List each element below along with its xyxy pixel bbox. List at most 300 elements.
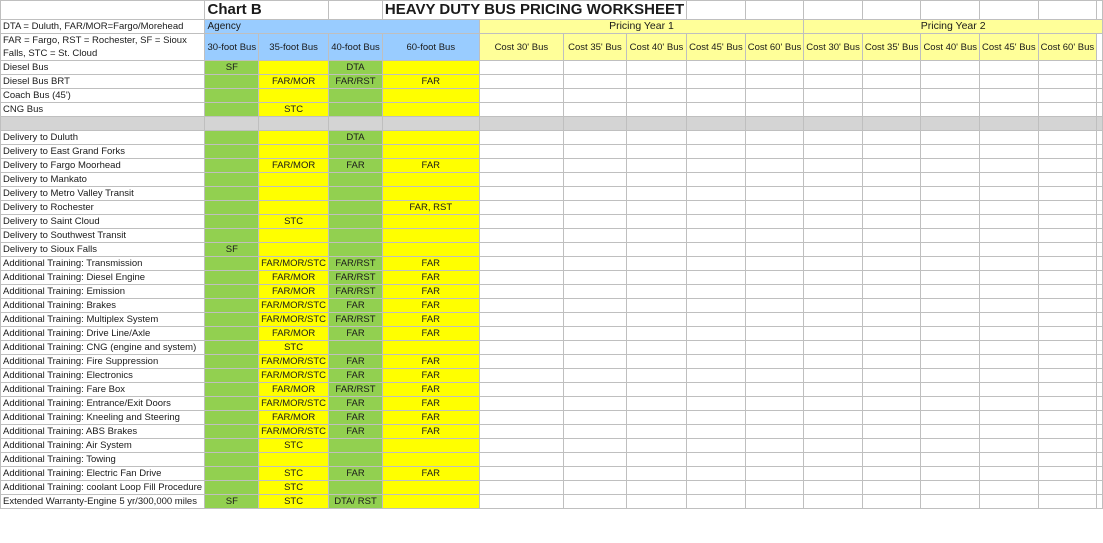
cost-cell[interactable]: [564, 103, 627, 117]
agency-30-foot-cell[interactable]: SF: [205, 243, 259, 257]
cost-cell[interactable]: [921, 467, 980, 481]
col-header-y1-cost-60[interactable]: Cost 60' Bus: [745, 34, 804, 61]
cost-cell[interactable]: [687, 453, 746, 467]
cost-cell[interactable]: [626, 271, 686, 285]
row-label[interactable]: Delivery to Metro Valley Transit: [1, 187, 205, 201]
cost-cell[interactable]: [862, 257, 921, 271]
cost-cell[interactable]: [980, 327, 1039, 341]
agency-60-foot-cell[interactable]: FAR: [382, 285, 479, 299]
cost-cell[interactable]: [745, 131, 804, 145]
agency-60-foot-cell[interactable]: [382, 187, 479, 201]
cost-cell[interactable]: [804, 467, 863, 481]
cost-cell[interactable]: [921, 397, 980, 411]
cost-cell[interactable]: [626, 75, 686, 89]
agency-35-foot-cell[interactable]: [259, 61, 329, 75]
cell[interactable]: [1097, 1, 1103, 20]
agency-60-foot-cell[interactable]: [382, 481, 479, 495]
cost-cell[interactable]: [862, 495, 921, 509]
cost-cell[interactable]: [980, 243, 1039, 257]
agency-60-foot-cell[interactable]: [382, 215, 479, 229]
cost-cell[interactable]: [564, 89, 627, 103]
cost-cell[interactable]: [921, 159, 980, 173]
separator-cell[interactable]: [329, 117, 383, 131]
cost-cell[interactable]: [745, 369, 804, 383]
cost-cell[interactable]: [980, 425, 1039, 439]
row-label[interactable]: Extended Warranty-Engine 5 yr/300,000 miles: [1, 495, 205, 509]
cost-cell[interactable]: [687, 173, 746, 187]
cost-cell[interactable]: [745, 271, 804, 285]
cost-cell[interactable]: [479, 243, 563, 257]
agency-40-foot-cell[interactable]: FAR: [329, 467, 383, 481]
row-label[interactable]: CNG Bus: [1, 103, 205, 117]
row-label[interactable]: Additional Training: ABS Brakes: [1, 425, 205, 439]
cost-cell[interactable]: [687, 201, 746, 215]
cost-cell[interactable]: [804, 201, 863, 215]
cost-cell[interactable]: [980, 173, 1039, 187]
cost-cell[interactable]: [980, 89, 1039, 103]
cost-cell[interactable]: [626, 201, 686, 215]
agency-35-foot-cell[interactable]: [259, 229, 329, 243]
cost-cell[interactable]: [687, 411, 746, 425]
agency-40-foot-cell[interactable]: DTA: [329, 131, 383, 145]
cost-cell[interactable]: [921, 187, 980, 201]
cost-cell[interactable]: [745, 173, 804, 187]
cost-cell[interactable]: [980, 159, 1039, 173]
agency-30-foot-cell[interactable]: SF: [205, 495, 259, 509]
agency-40-foot-cell[interactable]: [329, 201, 383, 215]
row-label[interactable]: Additional Training: Drive Line/Axle: [1, 327, 205, 341]
cost-cell[interactable]: [1038, 159, 1097, 173]
cost-cell[interactable]: [804, 103, 863, 117]
agency-40-foot-cell[interactable]: FAR/RST: [329, 257, 383, 271]
cost-cell[interactable]: [921, 481, 980, 495]
agency-35-foot-cell[interactable]: FAR/MOR: [259, 271, 329, 285]
cost-cell[interactable]: [862, 61, 921, 75]
cost-cell[interactable]: [1097, 173, 1103, 187]
cost-cell[interactable]: [804, 89, 863, 103]
cost-cell[interactable]: [626, 411, 686, 425]
cost-cell[interactable]: [804, 299, 863, 313]
cost-cell[interactable]: [862, 173, 921, 187]
col-header-y2-cost-60[interactable]: Cost 60' Bus: [1038, 34, 1097, 61]
cost-cell[interactable]: [626, 355, 686, 369]
cost-cell[interactable]: [1038, 201, 1097, 215]
agency-30-foot-cell[interactable]: [205, 257, 259, 271]
agency-35-foot-cell[interactable]: FAR/MOR: [259, 411, 329, 425]
cost-cell[interactable]: [479, 145, 563, 159]
cost-cell[interactable]: [1038, 439, 1097, 453]
cost-cell[interactable]: [479, 131, 563, 145]
cost-cell[interactable]: [745, 313, 804, 327]
cost-cell[interactable]: [980, 453, 1039, 467]
cost-cell[interactable]: [564, 285, 627, 299]
cell[interactable]: [687, 1, 746, 20]
cost-cell[interactable]: [479, 229, 563, 243]
cost-cell[interactable]: [745, 285, 804, 299]
row-label[interactable]: Delivery to Fargo Moorhead: [1, 159, 205, 173]
separator-cell[interactable]: [980, 117, 1039, 131]
cost-cell[interactable]: [564, 453, 627, 467]
agency-30-foot-cell[interactable]: [205, 201, 259, 215]
col-header-35-foot[interactable]: 35-foot Bus: [259, 34, 329, 61]
row-label[interactable]: Diesel Bus BRT: [1, 75, 205, 89]
agency-40-foot-cell[interactable]: FAR/RST: [329, 383, 383, 397]
cost-cell[interactable]: [626, 243, 686, 257]
separator-cell[interactable]: [921, 117, 980, 131]
sheet-title-cell[interactable]: [382, 1, 686, 20]
cost-cell[interactable]: [921, 201, 980, 215]
cost-cell[interactable]: [564, 187, 627, 201]
cost-cell[interactable]: [1038, 145, 1097, 159]
cost-cell[interactable]: [1038, 425, 1097, 439]
cost-cell[interactable]: [921, 229, 980, 243]
cost-cell[interactable]: [980, 145, 1039, 159]
cost-cell[interactable]: [921, 75, 980, 89]
cost-cell[interactable]: [687, 257, 746, 271]
cost-cell[interactable]: [1038, 75, 1097, 89]
cost-cell[interactable]: [1097, 383, 1103, 397]
row-label[interactable]: Additional Training: Air System: [1, 439, 205, 453]
row-label[interactable]: Delivery to East Grand Forks: [1, 145, 205, 159]
cost-cell[interactable]: [921, 383, 980, 397]
legend-line-2[interactable]: FAR = Fargo, RST = Rochester, SF = Sioux Falls, STC = St. Cloud: [1, 34, 205, 61]
cost-cell[interactable]: [1038, 243, 1097, 257]
cost-cell[interactable]: [862, 369, 921, 383]
agency-35-foot-cell[interactable]: FAR/MOR/STC: [259, 299, 329, 313]
cost-cell[interactable]: [687, 355, 746, 369]
cost-cell[interactable]: [626, 173, 686, 187]
row-label[interactable]: Additional Training: Kneeling and Steering: [1, 411, 205, 425]
cost-cell[interactable]: [1038, 61, 1097, 75]
agency-60-foot-cell[interactable]: [382, 341, 479, 355]
agency-35-foot-cell[interactable]: STC: [259, 103, 329, 117]
cost-cell[interactable]: [921, 355, 980, 369]
cost-cell[interactable]: [564, 355, 627, 369]
cost-cell[interactable]: [564, 327, 627, 341]
agency-40-foot-cell[interactable]: FAR/RST: [329, 285, 383, 299]
cost-cell[interactable]: [804, 341, 863, 355]
cost-cell[interactable]: [479, 159, 563, 173]
cost-cell[interactable]: [1038, 369, 1097, 383]
cost-cell[interactable]: [479, 187, 563, 201]
cost-cell[interactable]: [1038, 355, 1097, 369]
agency-35-foot-cell[interactable]: STC: [259, 215, 329, 229]
agency-60-foot-cell[interactable]: [382, 439, 479, 453]
agency-60-foot-cell[interactable]: [382, 243, 479, 257]
cost-cell[interactable]: [862, 89, 921, 103]
agency-40-foot-cell[interactable]: DTA/ RST: [329, 495, 383, 509]
cost-cell[interactable]: [745, 159, 804, 173]
cell[interactable]: [1, 1, 205, 20]
row-label[interactable]: Additional Training: Transmission: [1, 257, 205, 271]
cost-cell[interactable]: [1097, 495, 1103, 509]
chart-label-cell[interactable]: [205, 1, 329, 20]
agency-30-foot-cell[interactable]: [205, 313, 259, 327]
cost-cell[interactable]: [687, 495, 746, 509]
agency-60-foot-cell[interactable]: FAR: [382, 425, 479, 439]
agency-35-foot-cell[interactable]: FAR/MOR/STC: [259, 369, 329, 383]
cost-cell[interactable]: [745, 453, 804, 467]
cost-cell[interactable]: [687, 313, 746, 327]
cost-cell[interactable]: [1097, 299, 1103, 313]
agency-60-foot-cell[interactable]: [382, 229, 479, 243]
cost-cell[interactable]: [687, 159, 746, 173]
cost-cell[interactable]: [687, 481, 746, 495]
cost-cell[interactable]: [564, 75, 627, 89]
agency-60-foot-cell[interactable]: FAR: [382, 327, 479, 341]
agency-60-foot-cell[interactable]: [382, 145, 479, 159]
col-header-30-foot[interactable]: 30-foot Bus: [205, 34, 259, 61]
agency-60-foot-cell[interactable]: FAR: [382, 369, 479, 383]
cell[interactable]: [804, 1, 863, 20]
cost-cell[interactable]: [804, 257, 863, 271]
cost-cell[interactable]: [479, 369, 563, 383]
cost-cell[interactable]: [980, 383, 1039, 397]
cost-cell[interactable]: [1097, 481, 1103, 495]
cost-cell[interactable]: [687, 243, 746, 257]
cost-cell[interactable]: [862, 481, 921, 495]
cost-cell[interactable]: [687, 327, 746, 341]
cost-cell[interactable]: [1097, 229, 1103, 243]
cost-cell[interactable]: [564, 481, 627, 495]
cost-cell[interactable]: [687, 61, 746, 75]
cost-cell[interactable]: [626, 215, 686, 229]
row-label[interactable]: Additional Training: Fare Box: [1, 383, 205, 397]
cost-cell[interactable]: [921, 299, 980, 313]
cost-cell[interactable]: [862, 327, 921, 341]
cost-cell[interactable]: [626, 369, 686, 383]
cost-cell[interactable]: [921, 145, 980, 159]
cost-cell[interactable]: [1097, 397, 1103, 411]
cost-cell[interactable]: [921, 131, 980, 145]
cost-cell[interactable]: [687, 341, 746, 355]
agency-35-foot-cell[interactable]: [259, 131, 329, 145]
row-label[interactable]: Additional Training: Multiplex System: [1, 313, 205, 327]
cost-cell[interactable]: [980, 201, 1039, 215]
row-label[interactable]: Delivery to Southwest Transit: [1, 229, 205, 243]
agency-35-foot-cell[interactable]: [259, 173, 329, 187]
cost-cell[interactable]: [921, 285, 980, 299]
agency-60-foot-cell[interactable]: [382, 173, 479, 187]
cost-cell[interactable]: [1038, 229, 1097, 243]
cost-cell[interactable]: [1038, 383, 1097, 397]
cost-cell[interactable]: [921, 103, 980, 117]
cost-cell[interactable]: [626, 159, 686, 173]
cost-cell[interactable]: [626, 327, 686, 341]
cost-cell[interactable]: [921, 453, 980, 467]
cost-cell[interactable]: [862, 243, 921, 257]
cost-cell[interactable]: [804, 369, 863, 383]
cost-cell[interactable]: [980, 187, 1039, 201]
separator-cell[interactable]: [687, 117, 746, 131]
cost-cell[interactable]: [921, 173, 980, 187]
agency-30-foot-cell[interactable]: [205, 173, 259, 187]
cost-cell[interactable]: [1097, 453, 1103, 467]
cost-cell[interactable]: [626, 425, 686, 439]
agency-30-foot-cell[interactable]: [205, 215, 259, 229]
cost-cell[interactable]: [921, 243, 980, 257]
agency-40-foot-cell[interactable]: [329, 187, 383, 201]
separator-cell[interactable]: [862, 117, 921, 131]
agency-35-foot-cell[interactable]: FAR/MOR: [259, 159, 329, 173]
agency-30-foot-cell[interactable]: [205, 355, 259, 369]
agency-40-foot-cell[interactable]: [329, 145, 383, 159]
agency-60-foot-cell[interactable]: FAR: [382, 383, 479, 397]
col-header-y1-cost-45[interactable]: Cost 45' Bus: [687, 34, 746, 61]
cost-cell[interactable]: [1097, 89, 1103, 103]
col-header-y1-cost-40[interactable]: Cost 40' Bus: [626, 34, 686, 61]
cost-cell[interactable]: [980, 75, 1039, 89]
row-label[interactable]: Additional Training: Electric Fan Drive: [1, 467, 205, 481]
cost-cell[interactable]: [862, 159, 921, 173]
cost-cell[interactable]: [479, 313, 563, 327]
cost-cell[interactable]: [479, 355, 563, 369]
cost-cell[interactable]: [980, 369, 1039, 383]
cost-cell[interactable]: [804, 285, 863, 299]
cost-cell[interactable]: [1038, 495, 1097, 509]
cost-cell[interactable]: [626, 439, 686, 453]
cost-cell[interactable]: [1097, 201, 1103, 215]
agency-40-foot-cell[interactable]: FAR: [329, 411, 383, 425]
cost-cell[interactable]: [564, 229, 627, 243]
agency-60-foot-cell[interactable]: [382, 103, 479, 117]
cost-cell[interactable]: [980, 397, 1039, 411]
agency-35-foot-cell[interactable]: STC: [259, 481, 329, 495]
cost-cell[interactable]: [1097, 145, 1103, 159]
row-label[interactable]: Diesel Bus: [1, 61, 205, 75]
separator-cell[interactable]: [804, 117, 863, 131]
agency-35-foot-cell[interactable]: FAR/MOR/STC: [259, 355, 329, 369]
agency-label[interactable]: Agency: [205, 20, 479, 34]
cost-cell[interactable]: [1097, 103, 1103, 117]
cost-cell[interactable]: [626, 495, 686, 509]
cost-cell[interactable]: [745, 495, 804, 509]
col-header-y2-cost-45[interactable]: Cost 45' Bus: [980, 34, 1039, 61]
cost-cell[interactable]: [921, 341, 980, 355]
cost-cell[interactable]: [862, 271, 921, 285]
cost-cell[interactable]: [1097, 327, 1103, 341]
agency-30-foot-cell[interactable]: [205, 229, 259, 243]
cost-cell[interactable]: [564, 425, 627, 439]
cell[interactable]: [862, 1, 921, 20]
agency-60-foot-cell[interactable]: [382, 495, 479, 509]
separator-cell[interactable]: [1038, 117, 1097, 131]
agency-35-foot-cell[interactable]: FAR/MOR/STC: [259, 397, 329, 411]
cost-cell[interactable]: [1038, 411, 1097, 425]
cost-cell[interactable]: [479, 411, 563, 425]
cost-cell[interactable]: [687, 383, 746, 397]
cost-cell[interactable]: [687, 229, 746, 243]
cost-cell[interactable]: [804, 173, 863, 187]
agency-40-foot-cell[interactable]: [329, 103, 383, 117]
cost-cell[interactable]: [1097, 285, 1103, 299]
row-label[interactable]: Additional Training: Electronics: [1, 369, 205, 383]
agency-60-foot-cell[interactable]: FAR: [382, 313, 479, 327]
cost-cell[interactable]: [804, 215, 863, 229]
cost-cell[interactable]: [921, 495, 980, 509]
cost-cell[interactable]: [564, 411, 627, 425]
cost-cell[interactable]: [1097, 467, 1103, 481]
cost-cell[interactable]: [862, 313, 921, 327]
cost-cell[interactable]: [862, 75, 921, 89]
cost-cell[interactable]: [921, 425, 980, 439]
agency-60-foot-cell[interactable]: FAR: [382, 467, 479, 481]
agency-40-foot-cell[interactable]: FAR: [329, 327, 383, 341]
cost-cell[interactable]: [862, 215, 921, 229]
agency-60-foot-cell[interactable]: FAR: [382, 411, 479, 425]
cost-cell[interactable]: [862, 229, 921, 243]
cost-cell[interactable]: [862, 383, 921, 397]
cost-cell[interactable]: [479, 467, 563, 481]
cost-cell[interactable]: [1038, 131, 1097, 145]
agency-40-foot-cell[interactable]: FAR: [329, 299, 383, 313]
cost-cell[interactable]: [921, 89, 980, 103]
agency-30-foot-cell[interactable]: [205, 75, 259, 89]
row-label[interactable]: Delivery to Saint Cloud: [1, 215, 205, 229]
agency-30-foot-cell[interactable]: [205, 327, 259, 341]
cost-cell[interactable]: [479, 271, 563, 285]
separator-cell[interactable]: [564, 117, 627, 131]
cost-cell[interactable]: [479, 103, 563, 117]
agency-30-foot-cell[interactable]: [205, 89, 259, 103]
agency-60-foot-cell[interactable]: FAR: [382, 257, 479, 271]
cost-cell[interactable]: [804, 131, 863, 145]
cost-cell[interactable]: [921, 439, 980, 453]
agency-40-foot-cell[interactable]: FAR: [329, 355, 383, 369]
cost-cell[interactable]: [1038, 397, 1097, 411]
cost-cell[interactable]: [980, 313, 1039, 327]
agency-35-foot-cell[interactable]: FAR/MOR: [259, 383, 329, 397]
agency-60-foot-cell[interactable]: [382, 131, 479, 145]
cost-cell[interactable]: [626, 453, 686, 467]
agency-40-foot-cell[interactable]: FAR: [329, 425, 383, 439]
cost-cell[interactable]: [479, 201, 563, 215]
cost-cell[interactable]: [1097, 257, 1103, 271]
cost-cell[interactable]: [804, 397, 863, 411]
agency-30-foot-cell[interactable]: [205, 397, 259, 411]
cost-cell[interactable]: [626, 299, 686, 313]
cost-cell[interactable]: [564, 467, 627, 481]
cost-cell[interactable]: [804, 145, 863, 159]
agency-40-foot-cell[interactable]: [329, 481, 383, 495]
pricing-year-1-label[interactable]: Pricing Year 1: [479, 20, 804, 34]
separator-cell[interactable]: [259, 117, 329, 131]
cost-cell[interactable]: [1097, 411, 1103, 425]
cost-cell[interactable]: [687, 103, 746, 117]
cost-cell[interactable]: [804, 243, 863, 257]
cell[interactable]: [1097, 34, 1103, 61]
col-header-y1-cost-30[interactable]: Cost 30' Bus: [479, 34, 563, 61]
cost-cell[interactable]: [804, 495, 863, 509]
cost-cell[interactable]: [921, 313, 980, 327]
row-label[interactable]: Additional Training: Entrance/Exit Doors: [1, 397, 205, 411]
cost-cell[interactable]: [804, 411, 863, 425]
cost-cell[interactable]: [1097, 187, 1103, 201]
cost-cell[interactable]: [980, 481, 1039, 495]
cost-cell[interactable]: [862, 355, 921, 369]
agency-40-foot-cell[interactable]: DTA: [329, 61, 383, 75]
cost-cell[interactable]: [980, 285, 1039, 299]
cost-cell[interactable]: [1038, 481, 1097, 495]
row-label[interactable]: Delivery to Mankato: [1, 173, 205, 187]
cost-cell[interactable]: [1038, 327, 1097, 341]
cost-cell[interactable]: [980, 355, 1039, 369]
agency-35-foot-cell[interactable]: STC: [259, 467, 329, 481]
cost-cell[interactable]: [479, 215, 563, 229]
agency-60-foot-cell[interactable]: [382, 453, 479, 467]
cost-cell[interactable]: [804, 159, 863, 173]
cost-cell[interactable]: [862, 285, 921, 299]
